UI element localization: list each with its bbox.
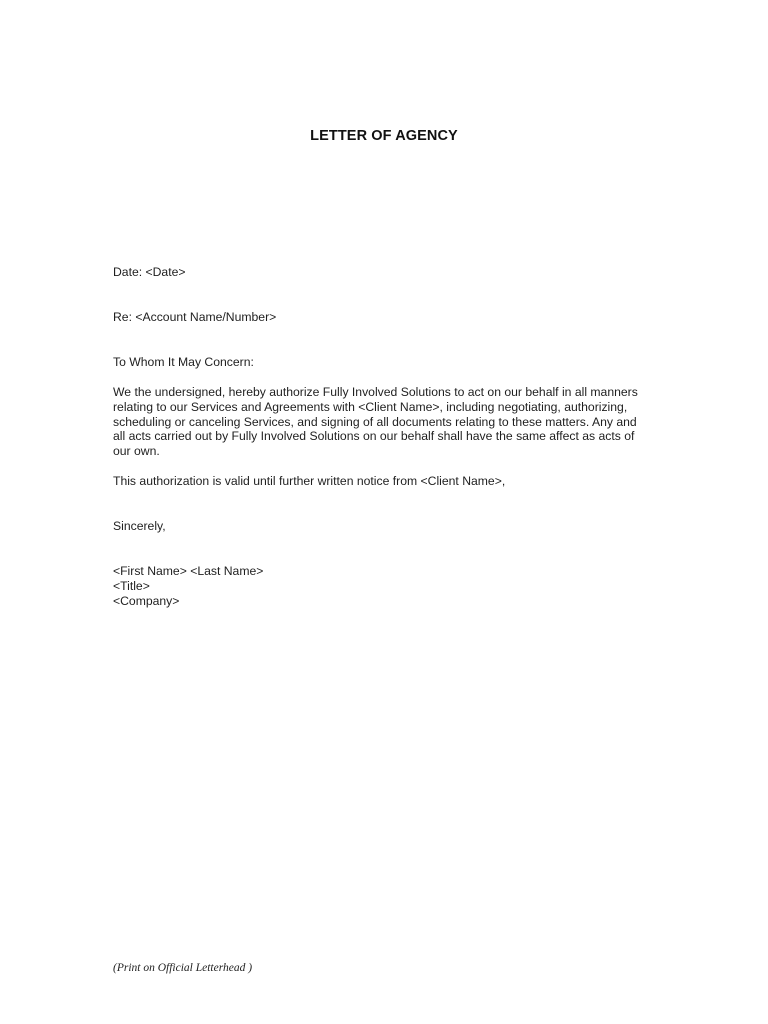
authorization-paragraph [113, 385, 673, 459]
validity-line: This authorization is valid until further written notice from <Client Name>, [113, 474, 506, 488]
signatory-company: <Company> [113, 593, 180, 608]
re-line: Re: <Account Name/Number> [113, 310, 277, 324]
paragraph-line: our own. [113, 444, 160, 459]
letter-title: LETTER OF AGENCY [310, 128, 458, 144]
closing: Sincerely, [113, 519, 166, 533]
signatory-name: <First Name> <Last Name> [113, 564, 264, 578]
paragraph-line: We the undersigned, hereby authorize Fully Involved Solutions to act on our behalf in all manners [113, 385, 638, 399]
paragraph-line: all acts carried out by Fully Involved Solutions on our behalf shall have the same affect as acts of [113, 429, 635, 444]
footer-note: (Print on Official Letterhead ) [113, 962, 253, 974]
paragraph-line: scheduling or canceling Services, and signing of all documents relating to these matters. Any and [113, 414, 637, 429]
signatory-title: <Title> [113, 578, 150, 593]
salutation: To Whom It May Concern: [113, 355, 254, 369]
date-line: Date: <Date> [113, 265, 186, 279]
signature-block [113, 564, 263, 608]
paragraph-line: relating to our Services and Agreements with <Client Name>, including negotiating, authorizing, [113, 399, 628, 414]
